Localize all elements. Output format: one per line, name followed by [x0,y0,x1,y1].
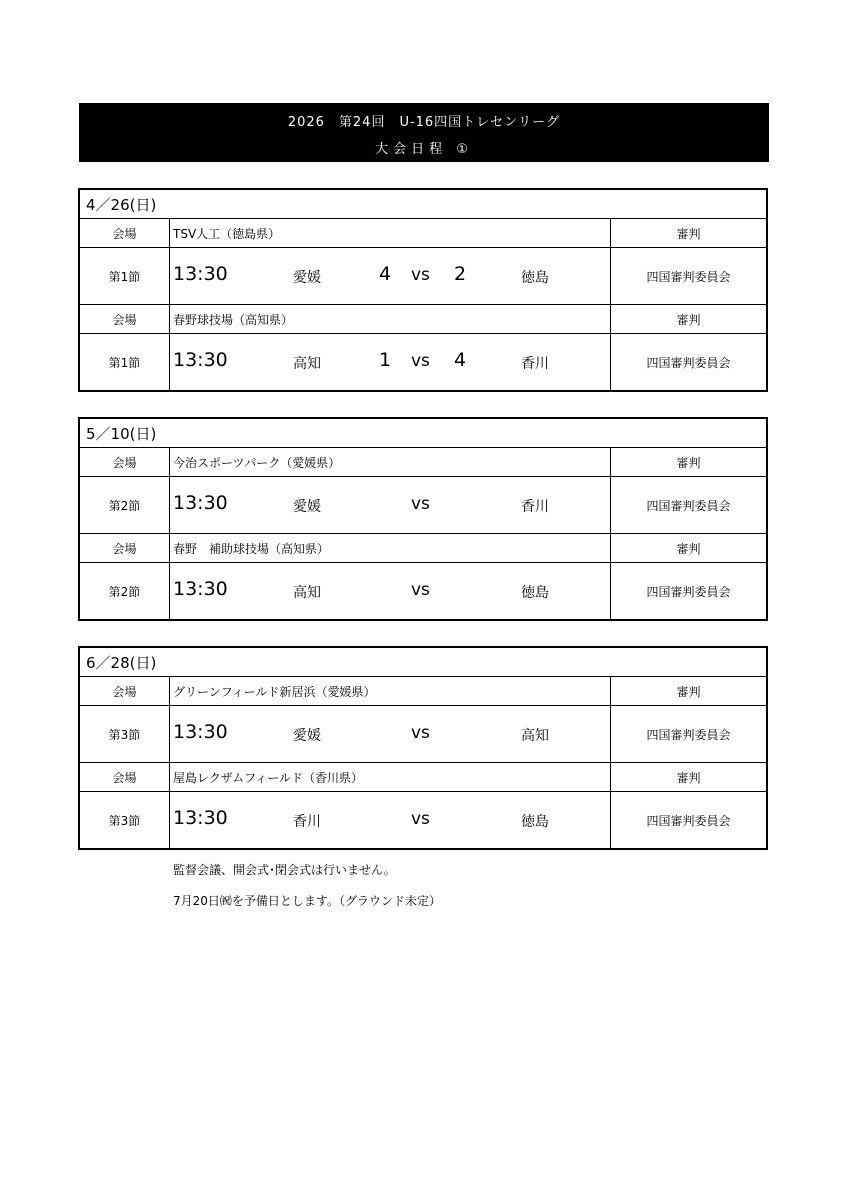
document-header [79,103,769,162]
venue-label: 会場 [80,677,170,705]
match-cell [170,477,611,533]
vs-label: vs [411,580,430,600]
note-2: 7月20日㈷を予備日とします。（グラウンド未定） [173,894,441,908]
referee-label: 審判 [676,684,701,699]
venue-label: 会場 [80,305,170,333]
round-label: 第1節 [80,334,170,390]
match-date: 5／10(日) [86,425,157,443]
referee-label: 審判 [676,455,701,470]
venue-label: 会場 [80,763,170,791]
venue-cell [170,219,611,247]
venue-row [80,534,766,563]
venue-label: 会場 [80,534,170,562]
away-team: 香川 [521,356,549,372]
header-subtitle: 大会日程 ① [375,142,473,157]
away-team: 徳島 [521,585,549,601]
referee-name: 四国審判委員会 [646,498,731,513]
vs-label: vs [411,265,430,285]
venue-name: 今治スポーツパーク（愛媛県） [173,456,341,470]
match-cell [170,248,611,304]
away-team: 香川 [521,499,549,515]
round-label: 第3節 [80,792,170,848]
venue-cell [170,448,611,476]
match-row [80,334,766,390]
match-date: 4／26(日) [86,196,157,214]
kickoff-time: 13:30 [173,492,228,514]
schedule-block-2 [78,417,768,621]
venue-name: 春野球技場（高知県） [173,313,294,327]
venue-row [80,305,766,334]
venue-label: 会場 [80,219,170,247]
round-label: 第3節 [80,706,170,762]
date-row [80,648,766,677]
home-team: 愛媛 [293,499,321,515]
referee-name: 四国審判委員会 [646,727,731,742]
venue-row [80,763,766,792]
venue-cell [170,763,611,791]
kickoff-time: 13:30 [173,807,228,829]
match-row [80,248,766,305]
venue-label: 会場 [80,448,170,476]
match-row [80,477,766,534]
referee-label: 審判 [676,226,701,241]
match-row [80,792,766,848]
match-cell [170,334,611,390]
vs-label: vs [411,351,430,371]
kickoff-time: 13:30 [173,263,228,285]
venue-row [80,448,766,477]
away-team: 徳島 [521,270,549,286]
match-cell [170,563,611,619]
venue-row [80,677,766,706]
referee-label: 審判 [676,312,701,327]
round-label: 第1節 [80,248,170,304]
referee-name: 四国審判委員会 [646,584,731,599]
match-row [80,706,766,763]
referee-label: 審判 [676,770,701,785]
away-score: 2 [454,263,467,285]
kickoff-time: 13:30 [173,349,228,371]
match-cell [170,706,611,762]
venue-row [80,219,766,248]
venue-cell [170,534,611,562]
match-date: 6／28(日) [86,654,157,672]
referee-name: 四国審判委員会 [646,813,731,828]
home-score: 4 [379,263,392,285]
venue-cell [170,677,611,705]
date-row [80,190,766,219]
note-1: 監督会議、開会式･閉会式は行いません。 [173,863,396,877]
match-row [80,563,766,619]
vs-label: vs [411,494,430,514]
referee-name: 四国審判委員会 [646,269,731,284]
home-score: 1 [379,349,392,371]
venue-name: TSV人工（徳島県） [173,227,281,241]
round-label: 第2節 [80,563,170,619]
vs-label: vs [411,723,430,743]
referee-name: 四国審判委員会 [646,355,731,370]
schedule-block-3 [78,646,768,850]
header-title: 2026 第24回 U-16四国トレセンリーグ [287,115,561,130]
kickoff-time: 13:30 [173,721,228,743]
schedule-block-1 [78,188,768,392]
kickoff-time: 13:30 [173,578,228,600]
venue-name: 屋島レクザムフィールド（香川県） [173,771,363,785]
home-team: 高知 [293,356,321,372]
venue-cell [170,305,611,333]
away-score: 4 [454,349,467,371]
referee-label: 審判 [676,541,701,556]
date-row [80,419,766,448]
away-team: 徳島 [521,814,549,830]
home-team: 愛媛 [293,728,321,744]
vs-label: vs [411,809,430,829]
home-team: 高知 [293,585,321,601]
away-team: 高知 [521,728,549,744]
venue-name: 春野 補助球技場（高知県） [173,542,330,556]
home-team: 香川 [293,814,321,830]
match-cell [170,792,611,848]
home-team: 愛媛 [293,270,321,286]
venue-name: グリーンフィールド新居浜（愛媛県） [173,685,376,699]
round-label: 第2節 [80,477,170,533]
